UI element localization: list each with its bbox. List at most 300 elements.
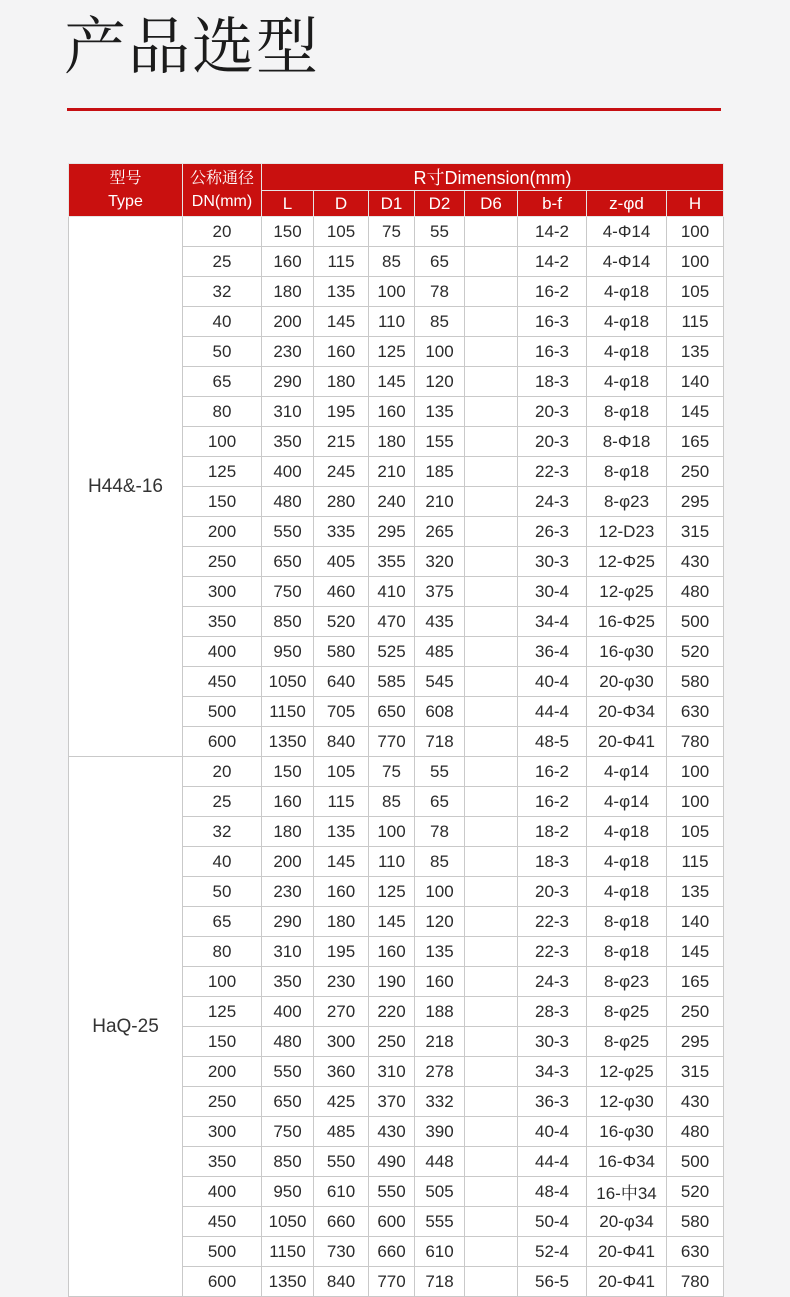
cell-z-phi-d: 12-φ30: [587, 1087, 667, 1117]
dim-col-header-z-φd: z-φd: [587, 191, 667, 217]
cell-b-f: 22-3: [518, 937, 587, 967]
cell-H: 100: [667, 247, 724, 277]
cell-dn: 500: [183, 697, 262, 727]
cell-dn: 125: [183, 997, 262, 1027]
cell-D: 215: [314, 427, 369, 457]
cell-H: 780: [667, 727, 724, 757]
cell-H: 145: [667, 937, 724, 967]
cell-z-phi-d: 20-Φ41: [587, 1237, 667, 1267]
cell-D: 145: [314, 307, 369, 337]
cell-H: 480: [667, 577, 724, 607]
cell-D1: 310: [369, 1057, 415, 1087]
cell-D2: 55: [415, 757, 465, 787]
cell-L: 850: [262, 1147, 314, 1177]
cell-L: 200: [262, 847, 314, 877]
cell-H: 250: [667, 997, 724, 1027]
type-cell: HaQ-25: [69, 757, 183, 1297]
cell-D6: [465, 1177, 518, 1207]
cell-z-phi-d: 20-Φ34: [587, 697, 667, 727]
cell-L: 480: [262, 1027, 314, 1057]
cell-H: 630: [667, 1237, 724, 1267]
cell-H: 100: [667, 217, 724, 247]
cell-dn: 600: [183, 727, 262, 757]
cell-z-phi-d: 8-φ18: [587, 937, 667, 967]
cell-dn: 100: [183, 967, 262, 997]
cell-D: 425: [314, 1087, 369, 1117]
cell-D6: [465, 607, 518, 637]
cell-D1: 145: [369, 367, 415, 397]
cell-D2: 435: [415, 607, 465, 637]
cell-L: 290: [262, 367, 314, 397]
cell-D2: 718: [415, 727, 465, 757]
col-header-dn: [183, 164, 262, 217]
cell-b-f: 16-2: [518, 787, 587, 817]
cell-D6: [465, 637, 518, 667]
cell-D2: 85: [415, 307, 465, 337]
cell-D: 115: [314, 247, 369, 277]
cell-D: 195: [314, 397, 369, 427]
cell-z-phi-d: 4-φ18: [587, 367, 667, 397]
cell-H: 480: [667, 1117, 724, 1147]
cell-D6: [465, 967, 518, 997]
cell-L: 750: [262, 1117, 314, 1147]
cell-D1: 75: [369, 757, 415, 787]
cell-dn: 150: [183, 1027, 262, 1057]
cell-dn: 400: [183, 637, 262, 667]
dim-col-header-D6: D6: [465, 191, 518, 217]
cell-z-phi-d: 20-Φ41: [587, 727, 667, 757]
cell-dn: 65: [183, 367, 262, 397]
cell-D6: [465, 937, 518, 967]
cell-D1: 210: [369, 457, 415, 487]
cell-z-phi-d: 12-φ25: [587, 577, 667, 607]
dim-col-header-D1: D1: [369, 191, 415, 217]
cell-L: 1050: [262, 667, 314, 697]
cell-dn: 40: [183, 847, 262, 877]
cell-dn: 200: [183, 1057, 262, 1087]
cell-L: 150: [262, 217, 314, 247]
cell-L: 650: [262, 547, 314, 577]
cell-D1: 550: [369, 1177, 415, 1207]
cell-D6: [465, 907, 518, 937]
cell-D6: [465, 697, 518, 727]
cell-H: 135: [667, 337, 724, 367]
cell-L: 310: [262, 937, 314, 967]
cell-H: 100: [667, 757, 724, 787]
cell-z-phi-d: 4-Φ14: [587, 247, 667, 277]
cell-D6: [465, 997, 518, 1027]
dim-col-header-H: H: [667, 191, 724, 217]
cell-b-f: 16-2: [518, 277, 587, 307]
cell-H: 580: [667, 1207, 724, 1237]
cell-D6: [465, 457, 518, 487]
cell-L: 160: [262, 247, 314, 277]
cell-L: 1150: [262, 697, 314, 727]
cell-dn: 65: [183, 907, 262, 937]
cell-b-f: 30-3: [518, 547, 587, 577]
cell-H: 140: [667, 367, 724, 397]
cell-D6: [465, 217, 518, 247]
cell-b-f: 40-4: [518, 1117, 587, 1147]
cell-D6: [465, 547, 518, 577]
cell-D2: 485: [415, 637, 465, 667]
cell-D: 135: [314, 277, 369, 307]
cell-L: 550: [262, 1057, 314, 1087]
cell-H: 140: [667, 907, 724, 937]
cell-z-phi-d: 16-Φ34: [587, 1147, 667, 1177]
table-row: [69, 217, 724, 247]
cell-b-f: 26-3: [518, 517, 587, 547]
cell-D1: 160: [369, 397, 415, 427]
cell-L: 200: [262, 307, 314, 337]
cell-b-f: 34-4: [518, 607, 587, 637]
cell-z-phi-d: 16-φ30: [587, 1117, 667, 1147]
dim-col-header-b-f: b-f: [518, 191, 587, 217]
col-header-type-cn: 型号: [109, 169, 142, 187]
cell-z-phi-d: 4-φ18: [587, 277, 667, 307]
cell-dn: 300: [183, 1117, 262, 1147]
cell-L: 950: [262, 1177, 314, 1207]
cell-H: 500: [667, 607, 724, 637]
cell-D: 335: [314, 517, 369, 547]
cell-D1: 125: [369, 877, 415, 907]
cell-L: 180: [262, 817, 314, 847]
cell-D6: [465, 307, 518, 337]
cell-D: 520: [314, 607, 369, 637]
cell-b-f: 22-3: [518, 907, 587, 937]
cell-D2: 265: [415, 517, 465, 547]
cell-L: 1050: [262, 1207, 314, 1237]
cell-L: 550: [262, 517, 314, 547]
cell-H: 250: [667, 457, 724, 487]
cell-L: 750: [262, 577, 314, 607]
cell-dn: 250: [183, 547, 262, 577]
cell-D: 180: [314, 907, 369, 937]
cell-dn: 600: [183, 1267, 262, 1297]
cell-H: 630: [667, 697, 724, 727]
cell-L: 650: [262, 1087, 314, 1117]
cell-D: 160: [314, 337, 369, 367]
cell-z-phi-d: 8-φ25: [587, 997, 667, 1027]
cell-dn: 100: [183, 427, 262, 457]
cell-D1: 180: [369, 427, 415, 457]
cell-D2: 555: [415, 1207, 465, 1237]
product-spec-table: [68, 163, 724, 1297]
cell-D6: [465, 1027, 518, 1057]
cell-b-f: 16-2: [518, 757, 587, 787]
cell-D: 280: [314, 487, 369, 517]
col-header-type-en: Type: [108, 193, 143, 210]
cell-b-f: 52-4: [518, 1237, 587, 1267]
cell-D2: 78: [415, 817, 465, 847]
title-underline-rule: [67, 108, 721, 111]
cell-D6: [465, 1147, 518, 1177]
cell-D1: 220: [369, 997, 415, 1027]
cell-D2: 120: [415, 367, 465, 397]
cell-L: 180: [262, 277, 314, 307]
cell-dn: 350: [183, 607, 262, 637]
cell-D2: 332: [415, 1087, 465, 1117]
cell-D2: 100: [415, 337, 465, 367]
cell-dn: 400: [183, 1177, 262, 1207]
cell-D1: 660: [369, 1237, 415, 1267]
cell-L: 480: [262, 487, 314, 517]
cell-D6: [465, 667, 518, 697]
cell-b-f: 24-3: [518, 487, 587, 517]
cell-D2: 155: [415, 427, 465, 457]
table-row: [69, 757, 724, 787]
cell-L: 1150: [262, 1237, 314, 1267]
cell-D1: 145: [369, 907, 415, 937]
cell-z-phi-d: 20-Φ41: [587, 1267, 667, 1297]
cell-D2: 135: [415, 937, 465, 967]
cell-z-phi-d: 12-φ25: [587, 1057, 667, 1087]
cell-D2: 160: [415, 967, 465, 997]
cell-b-f: 20-3: [518, 397, 587, 427]
cell-D: 245: [314, 457, 369, 487]
cell-H: 520: [667, 637, 724, 667]
cell-L: 230: [262, 877, 314, 907]
cell-D: 660: [314, 1207, 369, 1237]
cell-D6: [465, 817, 518, 847]
cell-dn: 50: [183, 877, 262, 907]
cell-b-f: 28-3: [518, 997, 587, 1027]
cell-H: 315: [667, 1057, 724, 1087]
cell-D2: 218: [415, 1027, 465, 1057]
col-header-dn-cn: 公称通径: [189, 169, 254, 187]
cell-H: 165: [667, 967, 724, 997]
cell-D1: 125: [369, 337, 415, 367]
cell-dn: 80: [183, 937, 262, 967]
cell-D1: 430: [369, 1117, 415, 1147]
cell-L: 400: [262, 457, 314, 487]
cell-D1: 470: [369, 607, 415, 637]
dim-col-header-L: L: [262, 191, 314, 217]
cell-b-f: 16-3: [518, 337, 587, 367]
cell-D1: 160: [369, 937, 415, 967]
cell-D: 580: [314, 637, 369, 667]
cell-b-f: 44-4: [518, 1147, 587, 1177]
cell-b-f: 34-3: [518, 1057, 587, 1087]
cell-b-f: 14-2: [518, 217, 587, 247]
cell-D: 105: [314, 217, 369, 247]
cell-b-f: 16-3: [518, 307, 587, 337]
cell-D6: [465, 337, 518, 367]
cell-b-f: 56-5: [518, 1267, 587, 1297]
cell-D1: 770: [369, 727, 415, 757]
cell-b-f: 36-4: [518, 637, 587, 667]
cell-D: 230: [314, 967, 369, 997]
cell-z-phi-d: 4-φ18: [587, 817, 667, 847]
cell-D1: 250: [369, 1027, 415, 1057]
cell-z-phi-d: 8-φ23: [587, 967, 667, 997]
cell-D2: 135: [415, 397, 465, 427]
cell-D6: [465, 487, 518, 517]
cell-H: 100: [667, 787, 724, 817]
cell-D1: 770: [369, 1267, 415, 1297]
cell-D: 730: [314, 1237, 369, 1267]
cell-D6: [465, 1237, 518, 1267]
cell-D: 145: [314, 847, 369, 877]
cell-dn: 32: [183, 277, 262, 307]
cell-L: 290: [262, 907, 314, 937]
cell-dn: 150: [183, 487, 262, 517]
cell-D1: 525: [369, 637, 415, 667]
cell-b-f: 50-4: [518, 1207, 587, 1237]
cell-D6: [465, 1117, 518, 1147]
cell-H: 295: [667, 1027, 724, 1057]
cell-L: 1350: [262, 727, 314, 757]
cell-b-f: 22-3: [518, 457, 587, 487]
cell-z-phi-d: 4-φ18: [587, 337, 667, 367]
cell-D: 640: [314, 667, 369, 697]
cell-D1: 370: [369, 1087, 415, 1117]
cell-H: 135: [667, 877, 724, 907]
cell-H: 430: [667, 1087, 724, 1117]
cell-z-phi-d: 8-Φ18: [587, 427, 667, 457]
cell-D1: 75: [369, 217, 415, 247]
cell-z-phi-d: 8-φ18: [587, 907, 667, 937]
cell-D2: 55: [415, 217, 465, 247]
cell-D6: [465, 847, 518, 877]
cell-D1: 355: [369, 547, 415, 577]
cell-D1: 85: [369, 247, 415, 277]
cell-D6: [465, 367, 518, 397]
cell-D2: 448: [415, 1147, 465, 1177]
cell-H: 580: [667, 667, 724, 697]
cell-H: 115: [667, 307, 724, 337]
cell-D: 105: [314, 757, 369, 787]
cell-dn: 450: [183, 1207, 262, 1237]
cell-b-f: 18-2: [518, 817, 587, 847]
cell-b-f: 40-4: [518, 667, 587, 697]
cell-D1: 650: [369, 697, 415, 727]
cell-D: 300: [314, 1027, 369, 1057]
cell-D2: 65: [415, 787, 465, 817]
cell-z-phi-d: 4-φ14: [587, 757, 667, 787]
cell-D6: [465, 1267, 518, 1297]
cell-D2: 85: [415, 847, 465, 877]
cell-D: 705: [314, 697, 369, 727]
page-title: 产品选型: [64, 13, 321, 82]
cell-z-phi-d: 4-φ18: [587, 847, 667, 877]
cell-D2: 185: [415, 457, 465, 487]
cell-D6: [465, 877, 518, 907]
cell-D: 840: [314, 727, 369, 757]
cell-D2: 608: [415, 697, 465, 727]
cell-D: 360: [314, 1057, 369, 1087]
cell-D1: 100: [369, 277, 415, 307]
cell-z-phi-d: 20-φ30: [587, 667, 667, 697]
type-cell: H44&-16: [69, 217, 183, 757]
cell-H: 105: [667, 817, 724, 847]
cell-H: 115: [667, 847, 724, 877]
cell-D1: 110: [369, 847, 415, 877]
dim-col-header-D2: D2: [415, 191, 465, 217]
cell-D2: 375: [415, 577, 465, 607]
cell-dn: 500: [183, 1237, 262, 1267]
cell-H: 145: [667, 397, 724, 427]
cell-dn: 40: [183, 307, 262, 337]
cell-D2: 390: [415, 1117, 465, 1147]
cell-D1: 110: [369, 307, 415, 337]
cell-D2: 278: [415, 1057, 465, 1087]
cell-z-phi-d: 4-φ18: [587, 877, 667, 907]
cell-b-f: 48-5: [518, 727, 587, 757]
cell-D6: [465, 247, 518, 277]
cell-D: 840: [314, 1267, 369, 1297]
cell-L: 850: [262, 607, 314, 637]
cell-z-phi-d: 8-φ25: [587, 1027, 667, 1057]
cell-D6: [465, 727, 518, 757]
cell-H: 295: [667, 487, 724, 517]
cell-dn: 125: [183, 457, 262, 487]
cell-D2: 505: [415, 1177, 465, 1207]
cell-D: 180: [314, 367, 369, 397]
cell-D2: 718: [415, 1267, 465, 1297]
cell-b-f: 48-4: [518, 1177, 587, 1207]
cell-D6: [465, 517, 518, 547]
cell-D1: 240: [369, 487, 415, 517]
cell-H: 165: [667, 427, 724, 457]
cell-b-f: 18-3: [518, 367, 587, 397]
cell-dn: 20: [183, 217, 262, 247]
cell-L: 400: [262, 997, 314, 1027]
cell-z-phi-d: 4-φ18: [587, 307, 667, 337]
cell-L: 950: [262, 637, 314, 667]
cell-D2: 120: [415, 907, 465, 937]
cell-H: 500: [667, 1147, 724, 1177]
dim-col-header-D: D: [314, 191, 369, 217]
cell-D6: [465, 277, 518, 307]
cell-D: 405: [314, 547, 369, 577]
cell-D: 160: [314, 877, 369, 907]
col-header-type: [69, 164, 183, 217]
cell-D6: [465, 427, 518, 457]
cell-D2: 100: [415, 877, 465, 907]
cell-dn: 450: [183, 667, 262, 697]
col-header-dimension-group: R寸Dimension(mm): [262, 164, 724, 191]
cell-D: 460: [314, 577, 369, 607]
cell-D1: 410: [369, 577, 415, 607]
cell-H: 430: [667, 547, 724, 577]
cell-dn: 350: [183, 1147, 262, 1177]
cell-L: 160: [262, 787, 314, 817]
cell-D2: 610: [415, 1237, 465, 1267]
cell-dn: 80: [183, 397, 262, 427]
cell-D1: 585: [369, 667, 415, 697]
cell-L: 350: [262, 427, 314, 457]
cell-z-phi-d: 16-Φ25: [587, 607, 667, 637]
cell-b-f: 20-3: [518, 877, 587, 907]
cell-D: 115: [314, 787, 369, 817]
cell-D: 485: [314, 1117, 369, 1147]
table-body: [69, 217, 724, 1297]
cell-D6: [465, 1057, 518, 1087]
cell-z-phi-d: 20-φ34: [587, 1207, 667, 1237]
cell-z-phi-d: 4-Φ14: [587, 217, 667, 247]
table-header: [69, 164, 724, 217]
cell-D: 135: [314, 817, 369, 847]
cell-D2: 188: [415, 997, 465, 1027]
cell-D6: [465, 577, 518, 607]
cell-z-phi-d: 8-φ18: [587, 457, 667, 487]
cell-L: 150: [262, 757, 314, 787]
cell-z-phi-d: 12-Φ25: [587, 547, 667, 577]
cell-b-f: 30-3: [518, 1027, 587, 1057]
cell-L: 1350: [262, 1267, 314, 1297]
cell-b-f: 36-3: [518, 1087, 587, 1117]
